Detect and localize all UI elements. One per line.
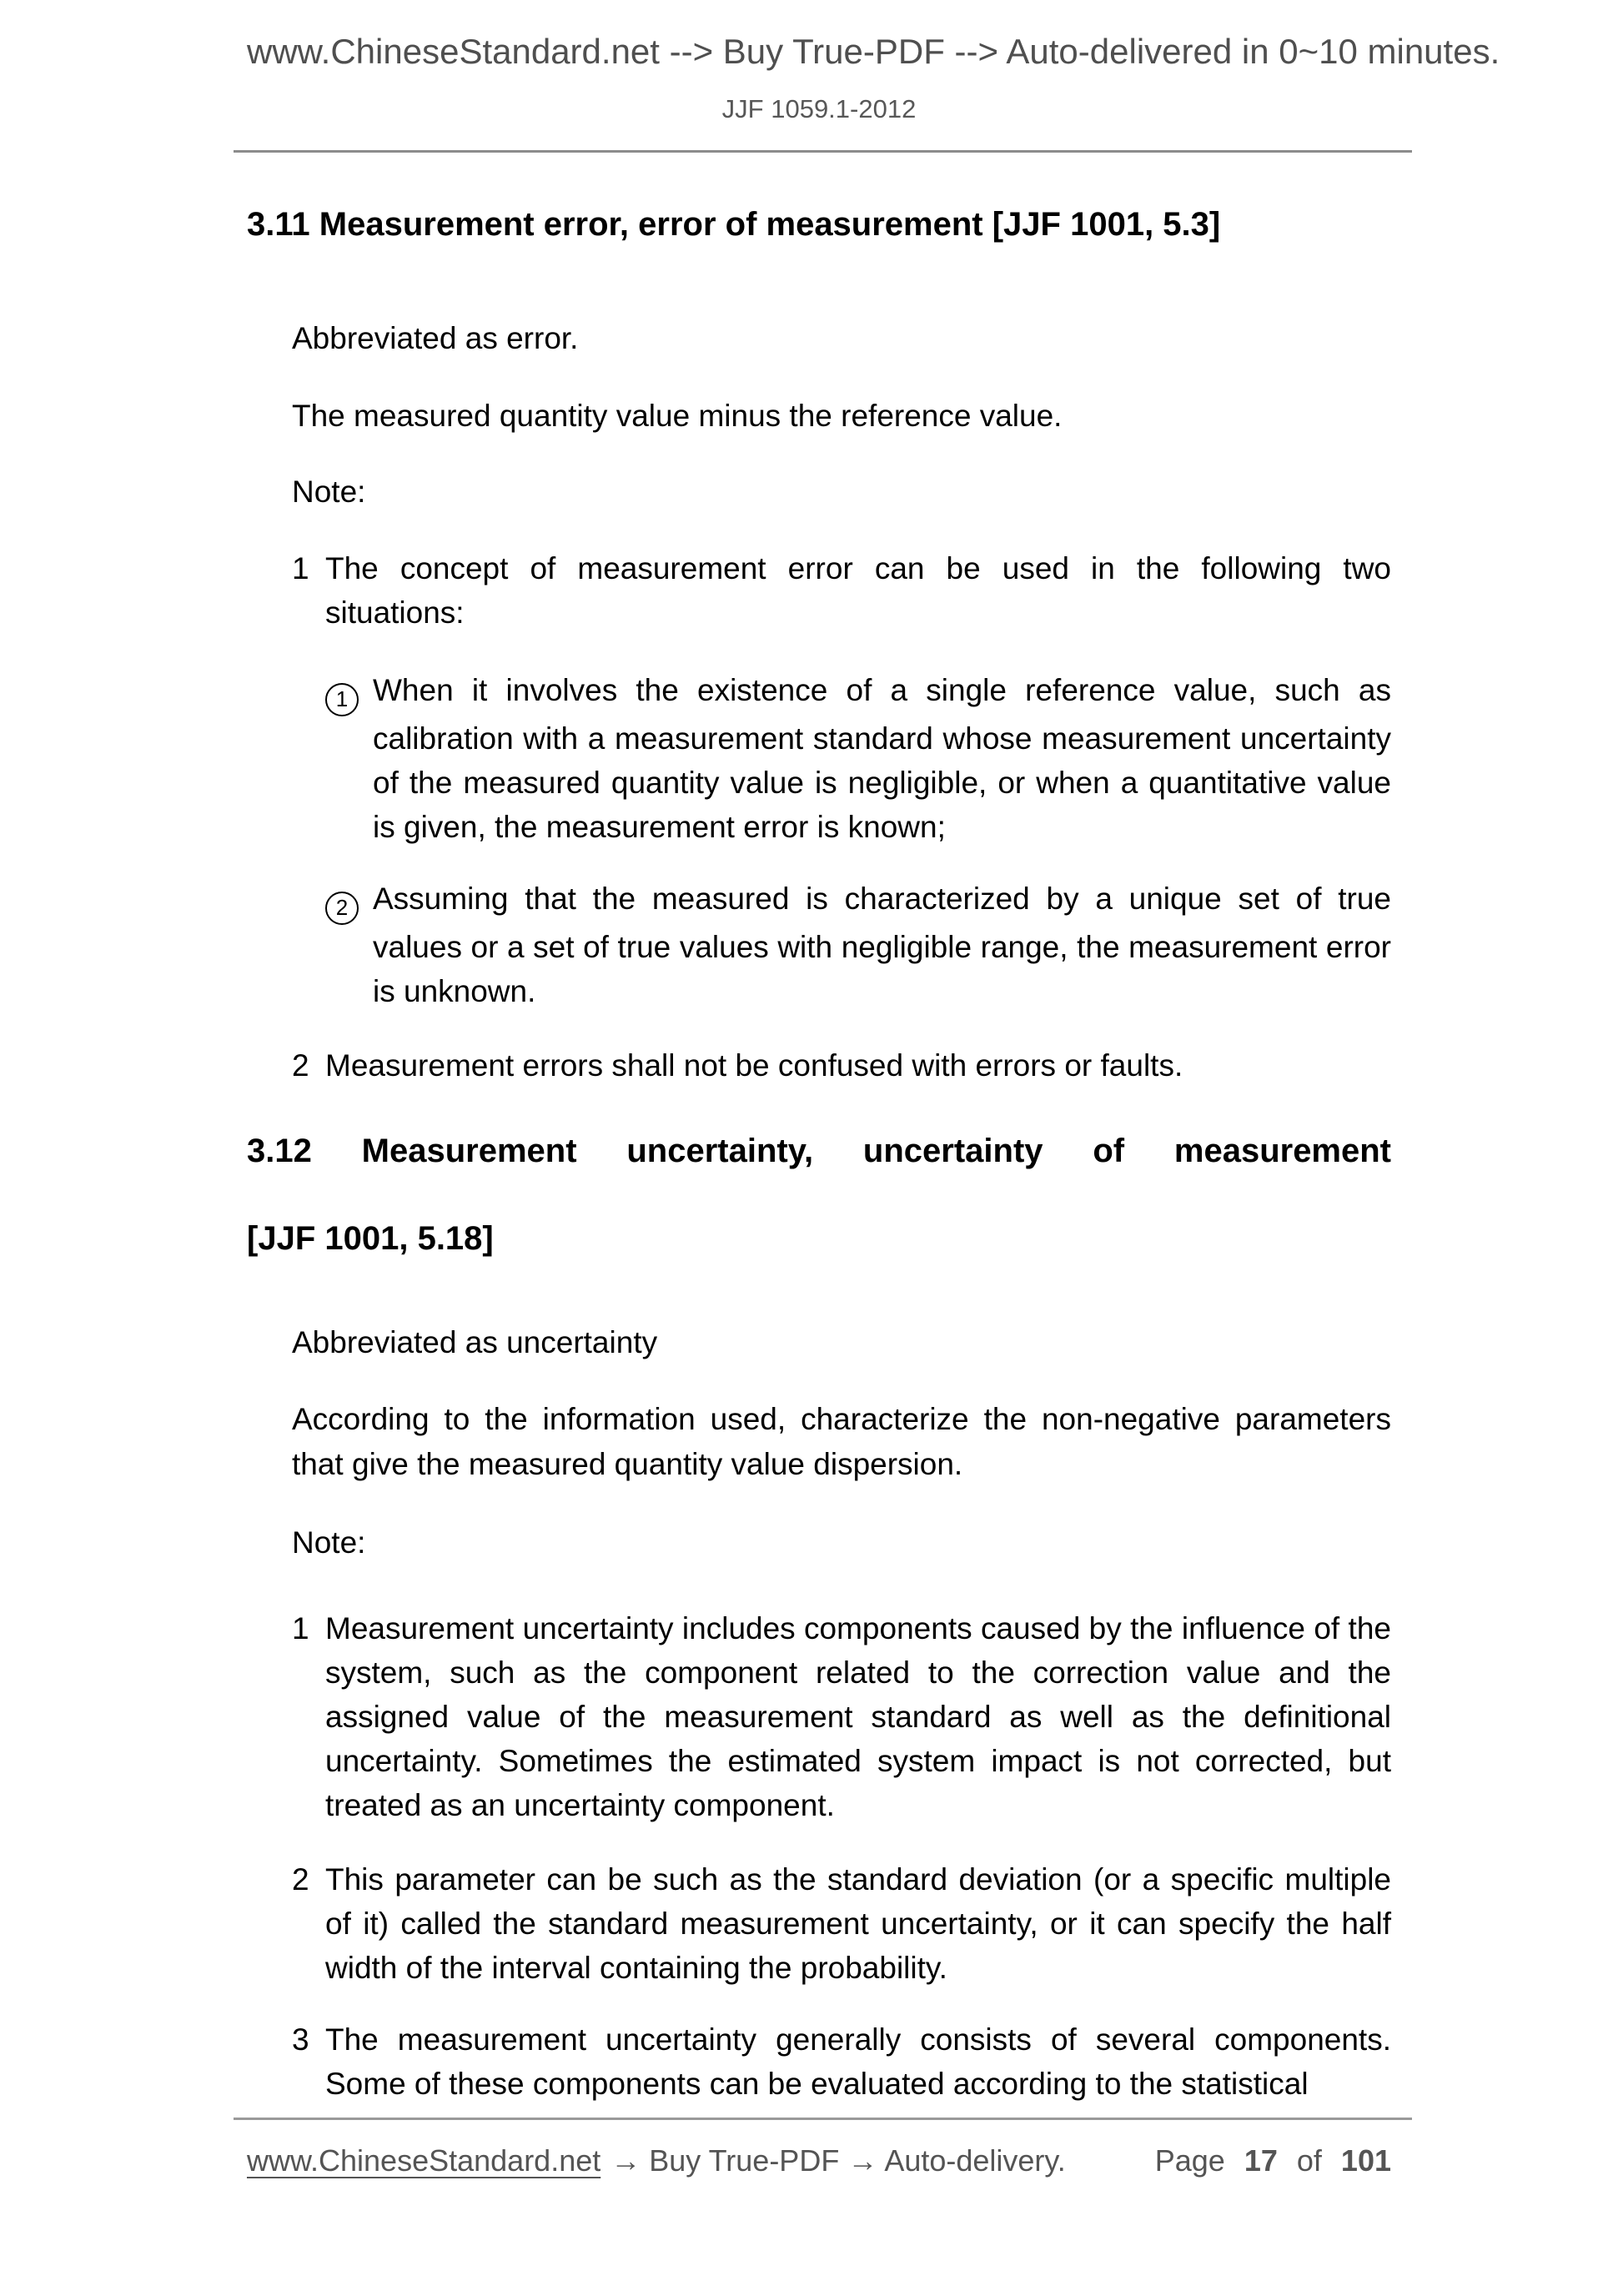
page-label: Page bbox=[1154, 2143, 1225, 2178]
note-label: Note: bbox=[292, 1525, 366, 1560]
note-1-number: 1 bbox=[292, 551, 309, 585]
note-3 bbox=[292, 2017, 1391, 2106]
section-3-11-heading: 3.11 Measurement error, error of measurement [JJF 1001, 5.3] bbox=[247, 206, 1221, 243]
section-3-12-heading bbox=[247, 1129, 1391, 1260]
circled-item-2 bbox=[325, 877, 1391, 1013]
abbreviation-paragraph: Abbreviated as error. bbox=[292, 321, 579, 355]
note-1-text: The concept of measurement error can be used in the following two situations: bbox=[325, 551, 1391, 630]
definition-paragraph: According to the information used, characterize the non-negative parameters that give the measured quantity value dispersion. bbox=[292, 1402, 1391, 1481]
section-3-12 bbox=[247, 1129, 1391, 2106]
header-divider bbox=[234, 150, 1412, 153]
note-1 bbox=[292, 546, 1391, 635]
note-1 bbox=[292, 1606, 1391, 1827]
note-2-text: This parameter can be such as the standard deviation (or a specific multiple of it) called the standard measurement uncertainty, or it can specify the half width of the interval containing the probability. bbox=[325, 1862, 1391, 1985]
note-3-text: The measurement uncertainty generally consists of several components. Some of these components can be evaluated according to the statistical bbox=[325, 2022, 1391, 2101]
note-1-text: Measurement uncertainty includes components caused by the influence of the system, such as the component related to the correction value and the assigned value of the measurement standard as well as the definitional uncertainty. Sometimes the estimated system impact is not corrected, but treated as an uncertainty component. bbox=[325, 1611, 1391, 1822]
circled-digit-1-icon: 1 bbox=[325, 683, 359, 716]
note-2 bbox=[292, 1857, 1391, 1990]
page-number bbox=[1155, 2142, 1391, 2180]
note-2 bbox=[292, 1043, 1391, 1088]
definition-paragraph: The measured quantity value minus the reference value. bbox=[292, 399, 1063, 433]
note-3-number: 3 bbox=[292, 2022, 309, 2057]
of-label: of bbox=[1296, 2143, 1322, 2178]
page-current: 17 bbox=[1244, 2143, 1278, 2178]
standard-code: JJF 1059.1-2012 bbox=[721, 94, 917, 123]
circled-item-1 bbox=[325, 668, 1391, 849]
footer-site-tail: → Buy True-PDF → Auto-delivery. bbox=[611, 2143, 1066, 2178]
abbreviation-paragraph: Abbreviated as uncertainty bbox=[292, 1325, 658, 1359]
note-label: Note: bbox=[292, 475, 366, 509]
note-2-number: 2 bbox=[292, 1862, 309, 1897]
circled-item-2-text: Assuming that the measured is characterized by a unique set of true values or a set of true values with negligible range, the measurement error is unknown. bbox=[373, 882, 1391, 1008]
section-3-11 bbox=[247, 203, 1391, 1088]
note-2-number: 2 bbox=[292, 1048, 309, 1083]
footer-site-link[interactable]: www.ChineseStandard.net bbox=[247, 2143, 601, 2178]
header-tagline: www.ChineseStandard.net --> Buy True-PDF --> Auto-delivered in 0~10 minutes. bbox=[247, 32, 1500, 71]
circled-item-1-text: When it involves the existence of a single reference value, such as calibration with a measurement standard whose measurement uncertainty of the measured quantity value is negligible, or when a quantitative value is given, the measurement error is known; bbox=[373, 673, 1391, 844]
note-1-number: 1 bbox=[292, 1611, 309, 1645]
page-total: 101 bbox=[1340, 2143, 1391, 2178]
footer-site-line bbox=[247, 2142, 1066, 2180]
section-3-12-heading-line2: [JJF 1001, 5.18] bbox=[247, 1220, 494, 1257]
section-3-12-heading-line1: 3.12 Measurement uncertainty, uncertainty of measurement bbox=[247, 1133, 1391, 1169]
note-2-text: Measurement errors shall not be confused with errors or faults. bbox=[325, 1048, 1183, 1083]
footer-divider bbox=[234, 2118, 1412, 2120]
page-footer bbox=[247, 2142, 1391, 2180]
circled-digit-2-icon: 2 bbox=[325, 892, 359, 925]
